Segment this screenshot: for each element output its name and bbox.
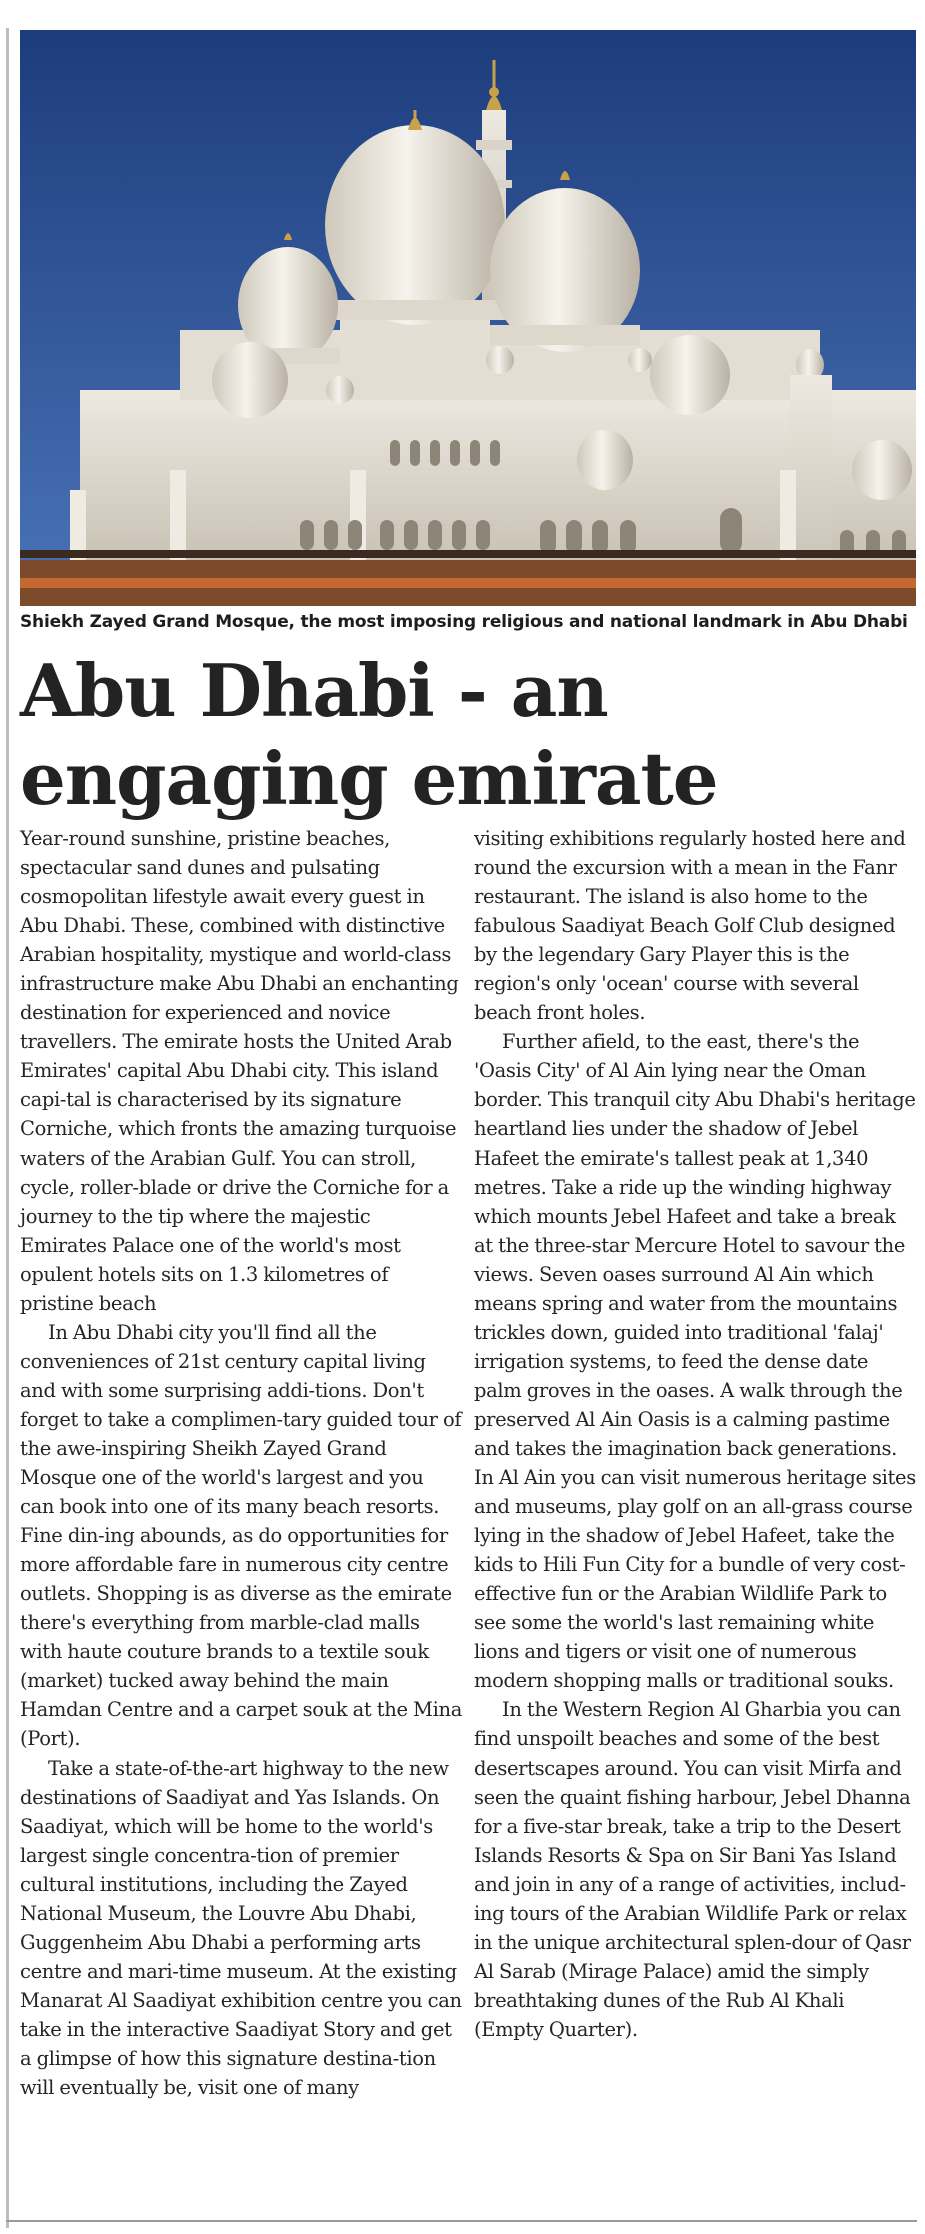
left-border-rule bbox=[6, 28, 9, 2228]
article-body bbox=[20, 824, 916, 2102]
article-headline: Abu Dhabi - an engaging emirate bbox=[20, 648, 718, 821]
paragraph: In the Western Region Al Gharbia you can find unspoilt beaches and some of the best desertscapes around. You can visit Mirfa and seen the quaint fishing harbour, Jebel Dhanna for a five-star break, take a trip to the Desert Islands Resorts & Spa on Sir Bani Yas Island and join in any of a range of activities, includ-ing tours of the Arabian Wildlife Park or relax in the unique architectural splen-dour of Qasr Al Sarab (Mirage Palace) amid the simply breathtaking dunes of the Rub Al Khali (Empty Quarter). bbox=[474, 1698, 911, 2041]
paragraph: Take a state-of-the-art highway to the new destinations of Saadiyat and Yas Islands. On Saadiyat, which will be home to the world's largest single concentra-tion of premier cultural institutions, including the Zayed National Museum, the Louvre Abu Dhabi, Guggenheim Abu Dhabi a performing arts centre and mari-time museum. At the existing Manarat Al Saadiyat exhibition centre you can take in the interactive Saadiyat Story and get a glimpse of how this signature destina-tion will eventually be, visit one of many bbox=[20, 1756, 462, 2100]
right-tower bbox=[790, 375, 832, 575]
photo-caption: Shiekh Zayed Grand Mosque, the most imposing religious and national landmark in Abu Dhabi bbox=[20, 612, 908, 632]
paragraph: visiting exhibitions regularly hosted here and round the excursion with a mean in the Fanr restaurant. The island is also home to the fabulous Saadiyat Beach Golf Club designed by the legendary Gary Player this is the region's only 'ocean' course with several beach front holes. bbox=[474, 827, 906, 1025]
paragraph: In Abu Dhabi city you'll find all the conveniences of 21st century capital living and with some surprising addi-tions. Don't forget to take a complimen-tary guided tour of the awe-inspiring Sheikh Zayed Grand Mosque one of the world's largest and you can book into one of its many beach resorts. Fine din-ing abounds, as do opportunities for more affordable fare in numerous city centre outlets. Shopping is as diverse as the emirate there's everything from marble-clad malls with haute couture brands to a textile souk (market) tucked away behind the main Hamdan Centre and a carpet souk at the Mina (Port). bbox=[20, 1320, 462, 1751]
mosque-photo bbox=[20, 30, 916, 606]
paragraph: Further afield, to the east, there's the 'Oasis City' of Al Ain lying near the Oman border. This tranquil city Abu Dhabi's heritage heartland lies under the shadow of Jebel Hafeet the emirate's tallest peak at 1,340 metres. Take a ride up the winding highway which mounts Jebel Hafeet and take a break at the three-star Mercure Hotel to savour the views. Seven oases surround Al Ain which means spring and water from the mountains trickles down, guided into traditional 'falaj' irrigation systems, to feed the dense date palm groves in the oases. A walk through the preserved Al Ain Oasis is a calming pastime and takes the imagination back generations. In Al Ain you can visit numerous heritage sites and museums, play golf on an all-grass course lying in the shadow of Jebel Hafeet, take the kids to Hili Fun City for a bundle of very cost-effective fun or the Arabian Wildlife Park to see some the world's last remaining white lions and tigers or visit one of numerous modern shopping malls or traditional souks. bbox=[474, 1030, 916, 1693]
bottom-rule bbox=[6, 2220, 917, 2222]
mosque-illustration bbox=[20, 30, 916, 606]
right-column bbox=[474, 824, 916, 2102]
paragraph: Year-round sunshine, pristine beaches, spectacular sand dunes and pulsating cosmopolitan lifestyle await every guest in Abu Dhabi. These, combined with distinctive Arabian hospitality, mystique and world-class infrastructure make Abu Dhabi an enchanting destination for experienced and novice travellers. The emirate hosts the United Arab Emirates' capital Abu Dhabi city. This island capi-tal is characterised by its signature Corniche, which fronts the amazing turquoise waters of the Arabian Gulf. You can stroll, cycle, roller-blade or drive the Corniche for a journey to the tip where the majestic Emirates Palace one of the world's most opulent hotels sits on 1.3 kilometres of pristine beach bbox=[20, 827, 459, 1315]
left-column bbox=[20, 824, 462, 2102]
